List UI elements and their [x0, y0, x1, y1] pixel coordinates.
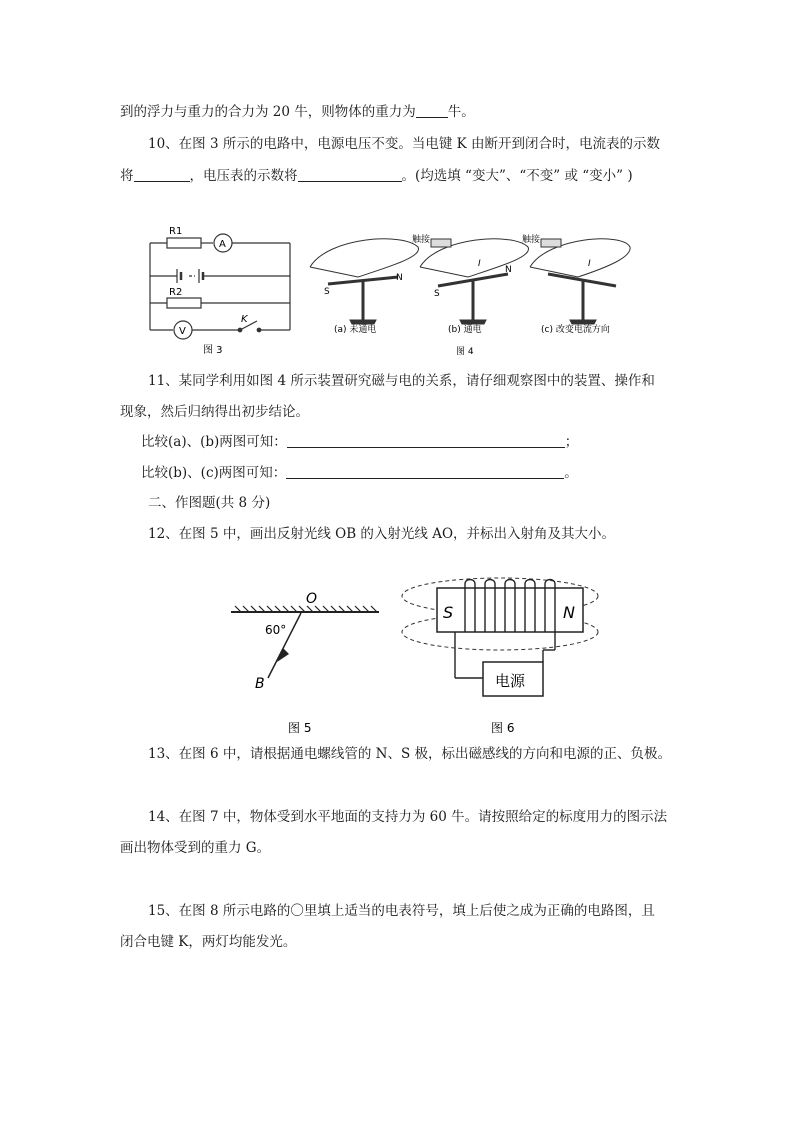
point-b-label: B — [255, 676, 265, 692]
figure-6-diagram — [395, 568, 605, 740]
solenoid-s-label: S — [443, 603, 454, 622]
figure-5 — [213, 570, 383, 738]
figure-6-caption: 图 6 — [491, 721, 515, 735]
q12-text: 12、在图 5 中，画出反射光线 OB 的入射光线 AO，并标出入射角及其大小。 — [148, 526, 616, 542]
panel-c-caption: (c) 改变电流方向 — [541, 325, 610, 335]
figure-5-diagram — [213, 570, 383, 738]
ammeter-label: A — [219, 239, 226, 250]
q11-line2: 现象，然后归纳得出初步结论。 — [120, 404, 309, 420]
figure-3-caption: 图 3 — [203, 345, 223, 356]
q10-blank-voltmeter[interactable] — [298, 167, 402, 182]
q11-compare-ab — [141, 433, 578, 451]
panel-b-caption: (b) 通电 — [448, 325, 482, 335]
section-2-title: 二、作图题(共 8 分) — [148, 495, 271, 511]
power-source-label: 电源 — [495, 672, 526, 690]
q10-blank-ammeter[interactable] — [134, 167, 190, 182]
panel-b-n-label: N — [505, 265, 512, 275]
q14-line1: 14、在图 7 中，物体受到水平地面的支持力为 60 牛。请按照给定的标度用力的图示法 — [148, 809, 668, 825]
panel-c-touch-label: 触接 — [522, 235, 541, 245]
q11-compare-bc-label: 比较(b)、(c)两图可知： — [141, 465, 287, 481]
q15-line2: 闭合电键 K，两灯均能发光。 — [120, 934, 297, 950]
q11-compare-ab-end: ； — [564, 434, 579, 450]
voltmeter-label: V — [179, 326, 186, 337]
panel-c-current-label: I — [588, 259, 591, 269]
panel-a-caption: (a) 未通电 — [334, 325, 377, 335]
key-label: K — [241, 314, 248, 325]
solenoid-core — [437, 588, 583, 632]
q10-line2 — [120, 167, 633, 185]
q11-compare-bc-end: 。 — [564, 465, 578, 481]
r1-label: R1 — [169, 226, 183, 237]
panel-a-s-label: S — [324, 287, 330, 297]
solenoid-n-label: N — [563, 603, 575, 622]
q9-suffix: 牛。 — [447, 104, 475, 120]
point-o-label: O — [306, 591, 318, 607]
q14-line2: 画出物体受到的重力 G。 — [120, 840, 271, 856]
q11-blank-ab[interactable] — [287, 433, 565, 448]
figure-5-caption: 图 5 — [288, 721, 312, 735]
q11-blank-bc[interactable] — [286, 464, 564, 479]
panel-a-n-label: N — [396, 273, 403, 283]
q10-text-b: ，电压表的示数将 — [189, 168, 298, 184]
panel-c — [530, 239, 630, 324]
q11-compare-ab-label: 比较(a)、(b)两图可知： — [141, 434, 287, 450]
figure-4-diagram — [298, 222, 633, 360]
panel-b-current-label: I — [478, 259, 481, 269]
r2-label: R2 — [169, 287, 183, 298]
figure-3-circuit-diagram — [145, 218, 295, 358]
q9-answer-blank[interactable] — [416, 103, 448, 118]
q11-compare-bc — [141, 464, 578, 482]
panel-b — [420, 239, 528, 324]
q10-line1: 10、在图 3 所示的电路中，电源电压不变。当电键 K 由断开到闭合时，电流表的示数 — [148, 136, 661, 152]
angle-label: 60° — [265, 623, 287, 637]
q10-text-a: 将 — [120, 168, 134, 184]
figure-3 — [145, 218, 295, 358]
panel-b-touch-label: 触接 — [412, 235, 431, 245]
figure-4-caption: 图 4 — [456, 347, 474, 357]
q9-body: 到的浮力与重力的合力为 20 牛，则物体的重力为 — [120, 104, 416, 120]
figure-6 — [395, 568, 605, 740]
q9-text — [120, 103, 475, 121]
q13-text: 13、在图 6 中，请根据通电螺线管的 N、S 极，标出磁感线的方向和电源的正、负极。 — [148, 746, 671, 762]
panel-b-s-label: S — [434, 289, 440, 299]
q10-text-c: 。(均选填 “变大”、“不变” 或 “变小” ) — [401, 168, 633, 184]
ray-arrow — [277, 648, 289, 662]
q11-line1: 11、某同学利用如图 4 所示装置研究磁与电的关系，请仔细观察图中的装置、操作和 — [148, 373, 655, 389]
figure-4 — [298, 222, 633, 360]
q15-line1: 15、在图 8 所示电路的〇里填上适当的电表符号，填上后使之成为正确的电路图，且 — [148, 903, 655, 919]
